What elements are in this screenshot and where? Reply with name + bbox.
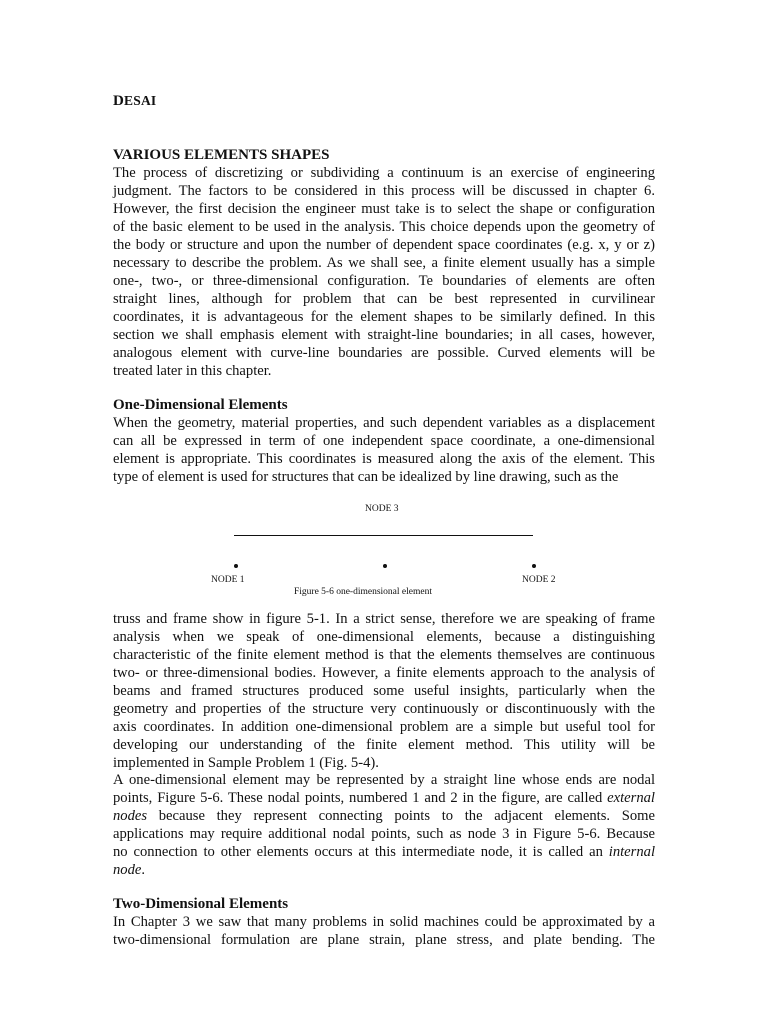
running-head-initial: D (113, 93, 125, 109)
text-line: one-, two-, or three-dimensional configuration. Te boundaries of elements are often (113, 273, 655, 289)
running-head (113, 93, 156, 110)
section-one-dimensional-elements (113, 396, 655, 486)
text-line (113, 843, 655, 861)
node3-dot (383, 564, 387, 568)
text-line: coordinates, it is advantageous for the element shapes to be similarly defined. In this (113, 309, 655, 325)
node3-label: NODE 3 (365, 504, 399, 514)
node1-label: NODE 1 (211, 575, 245, 585)
figure-one-dimensional-element (113, 500, 655, 600)
emphasis-external: external (607, 790, 655, 806)
text-line: two-dimensional formulation are plane strain, plane stress, and plate bending. The (113, 932, 655, 948)
emphasis-nodes: nodes (113, 808, 148, 824)
running-head-rest: ESAI (124, 93, 157, 108)
emphasis-node: node (113, 862, 142, 878)
text-line: geometry and properties of the structure very continuously or discontinuously with the (113, 701, 655, 717)
text-line: The process of discretizing or subdividing a continuum is an exercise of engineering (113, 165, 655, 181)
paragraph (113, 913, 655, 949)
text-line: straight lines, although for problem that can be best represented in curvilinear (113, 291, 655, 307)
text-line: characteristic of the finite element method is that the elements themselves are continuous (113, 647, 655, 663)
text-line: When the geometry, material properties, and such dependent variables as a displacement (113, 415, 655, 431)
text-line: type of element is used for structures that can be idealized by line drawing, such as the (113, 469, 619, 485)
text-line: However, the first decision the engineer must take is to select the shape or configuration (113, 201, 655, 217)
text-line: analysis when we speak of one-dimensional elements, because a distinguishing (113, 629, 655, 645)
section-heading: Two-Dimensional Elements (113, 896, 289, 912)
text-line: judgment. The factors to be considered in this process will be discussed in chapter 6. (113, 183, 655, 199)
paragraph (113, 414, 655, 486)
text-line: necessary to describe the problem. As we shall see, a finite element usually has a simple (113, 255, 655, 271)
text-run: . (141, 862, 146, 878)
text-line: analogous element with curve-line boundaries are possible. Curved elements will be (113, 345, 655, 361)
text-line: treated later in this chapter. (113, 363, 272, 379)
text-line: element is appropriate. This coordinates is measured along the axis of the element. This (113, 451, 655, 467)
node1-dot (234, 564, 238, 568)
text-line: beams and framed structures produced some useful insights, particularly when the (113, 683, 655, 699)
element-line (234, 535, 533, 536)
paragraph-nodal-points (113, 771, 655, 879)
text-line (113, 861, 655, 879)
text-line: In Chapter 3 we saw that many problems in solid machines could be approximated by a (113, 914, 655, 930)
text-line: implemented in Sample Problem 1 (Fig. 5-4). (113, 755, 379, 771)
text-line: axis coordinates. In addition one-dimensional problem are a simple but useful tool for (113, 719, 655, 735)
section-two-dimensional-elements (113, 895, 655, 949)
text-line: truss and frame show in figure 5-1. In a strict sense, therefore we are speaking of frame (113, 611, 655, 627)
text-run: because they represent connecting points to the adjacent elements. Some (147, 808, 655, 824)
text-line: two- or three-dimensional bodies. However, a finite elements approach to the analysis of (113, 665, 655, 681)
text-line: applications may require additional nodal points, such as node 3 in Figure 5-6. Because (113, 826, 655, 842)
paragraph (113, 610, 655, 772)
text-line (113, 807, 655, 825)
section-heading: VARIOUS ELEMENTS SHAPES (113, 147, 330, 163)
text-run: no connection to other elements occurs at this intermediate node, it is called an (113, 844, 609, 860)
section-heading: One-Dimensional Elements (113, 397, 288, 413)
node2-dot (532, 564, 536, 568)
text-line: A one-dimensional element may be represented by a straight line whose ends are nodal (113, 772, 655, 788)
text-line (113, 789, 655, 807)
figure-caption: Figure 5-6 one-dimensional element (294, 587, 432, 597)
emphasis-internal: internal (608, 844, 655, 860)
text-run: points, Figure 5-6. These nodal points, numbered 1 and 2 in the figure, are called (113, 790, 608, 806)
paragraph (113, 771, 655, 879)
text-line: can all be expressed in term of one independent space coordinate, a one-dimensional (113, 433, 655, 449)
section-one-dimensional-continued (113, 610, 655, 772)
section-various-element-shapes (113, 146, 655, 380)
text-line: of the basic element to be used in the analysis. This choice depends upon the geometry of (113, 219, 655, 235)
text-line: developing our understanding of the finite element method. This utility will be (113, 737, 655, 753)
paragraph (113, 164, 655, 380)
node2-label: NODE 2 (522, 575, 556, 585)
text-line: section we shall emphasis element with straight-line boundaries; in all cases, however, (113, 327, 655, 343)
text-line: the body or structure and upon the number of dependent space coordinates (e.g. x, y or z) (113, 237, 655, 253)
